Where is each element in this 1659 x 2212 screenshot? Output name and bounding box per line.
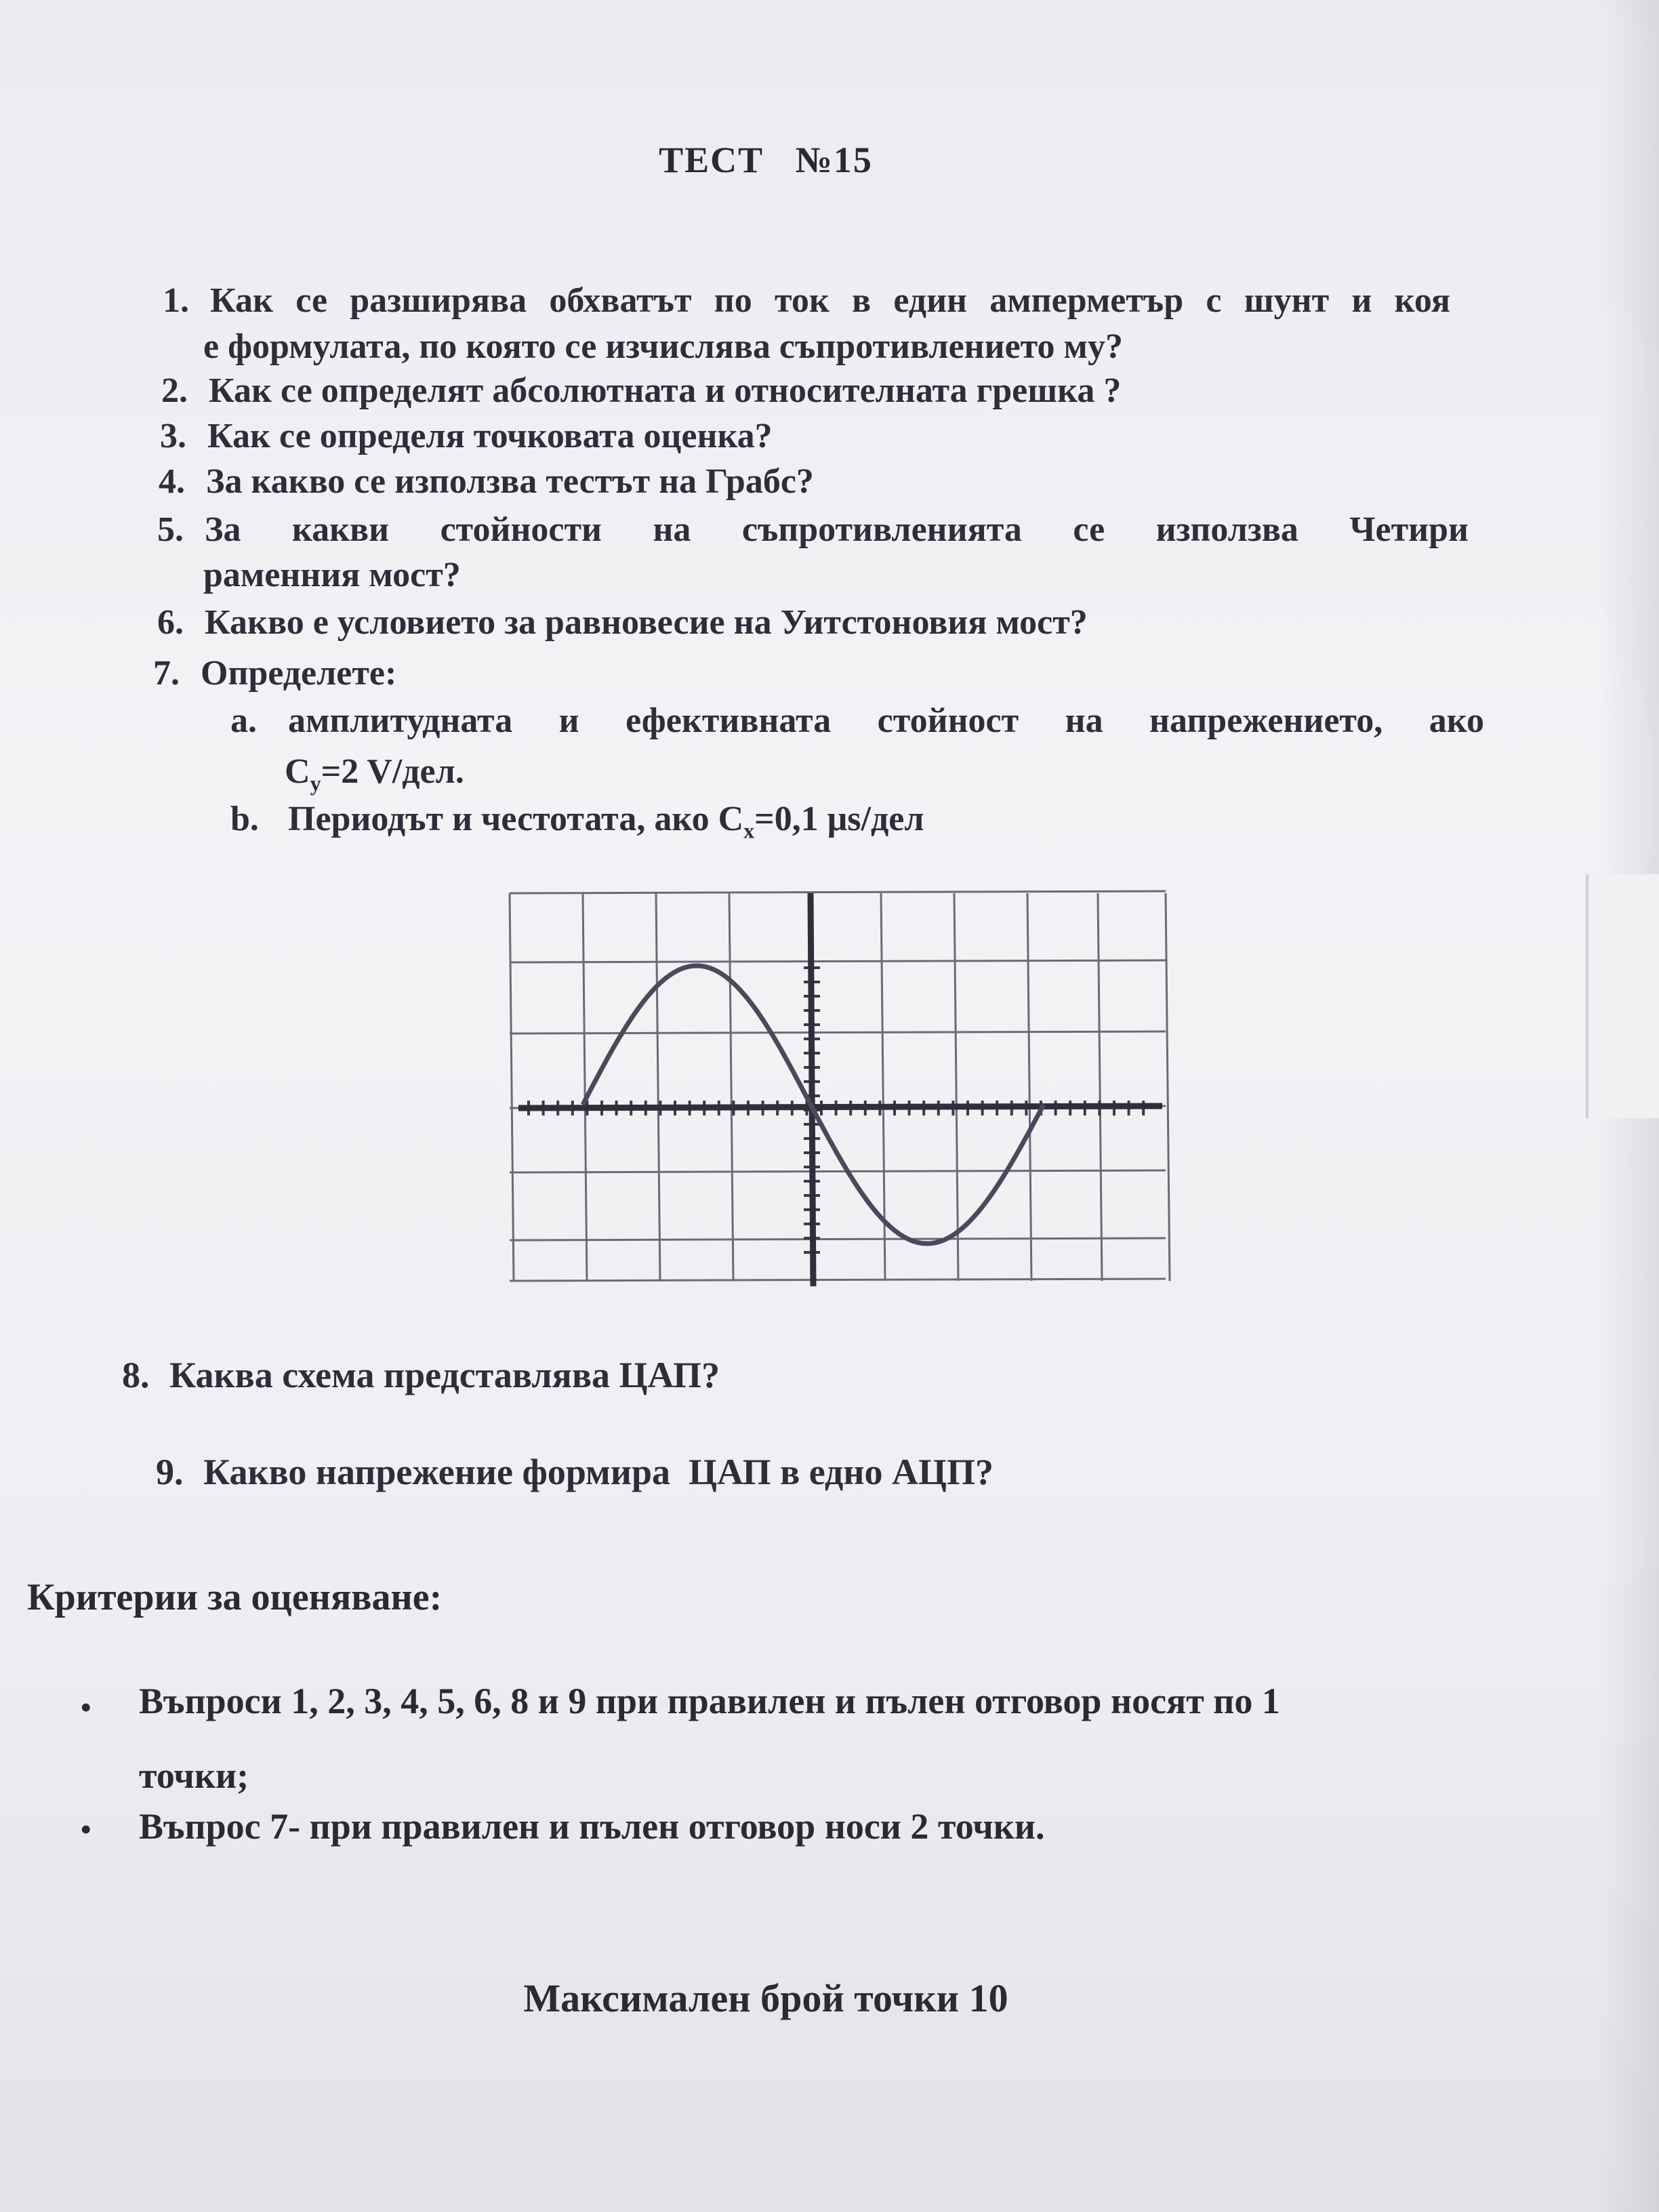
- question-4: [159, 459, 814, 505]
- question-7b: [230, 796, 924, 853]
- sub-label: a.: [230, 701, 257, 740]
- question-9: [119, 1403, 994, 1541]
- grid-line-vertical: [729, 893, 733, 1281]
- grid-line-vertical: [1166, 893, 1170, 1281]
- question-text: Как се определя точковата оценка?: [207, 417, 773, 455]
- question-6: [157, 600, 1088, 646]
- criteria-title: Критерии за оценяване:: [27, 1576, 443, 1618]
- question-text: Каква схема представлява ЦАП?: [169, 1355, 720, 1395]
- grid-line-horizontal: [510, 1279, 1166, 1281]
- criteria-bullet-1-line-2: точки;: [139, 1755, 249, 1796]
- question-number: 9.: [156, 1452, 184, 1492]
- question-number: 3.: [160, 417, 186, 455]
- grid-line-horizontal: [510, 1031, 1166, 1033]
- grid-line-horizontal: [510, 1238, 1166, 1240]
- grid-line-vertical: [656, 893, 660, 1281]
- horizontal-axis: [518, 1106, 1162, 1108]
- question-5-line-1: [157, 507, 1469, 553]
- grid-line-vertical: [954, 893, 958, 1281]
- criteria-bullet-1-line-1: Въпроси 1, 2, 3, 4, 5, 6, 8 и 9 при правилен и пълен отговор носят по 1: [139, 1681, 1280, 1721]
- cx-value: =0,1 μs/дел: [754, 800, 924, 838]
- question-text: Определете:: [201, 654, 397, 693]
- question-text: Как се разширява обхватът по ток в един амперметър с шунт и коя: [210, 281, 1450, 320]
- question-text: За какви стойности на съпротивленията се използва Четири: [205, 510, 1469, 549]
- question-number: 6.: [157, 603, 184, 642]
- cy-subscript: y: [310, 771, 321, 796]
- grid-line-vertical: [583, 893, 587, 1281]
- question-number: 7.: [153, 654, 180, 693]
- sub-text: Периодът и честотата, ако C: [288, 800, 744, 838]
- sub-text: амплитудната и ефективната стойност на напрежението, ако: [288, 701, 1484, 740]
- question-3: [160, 413, 773, 459]
- grid-line-horizontal: [510, 960, 1166, 962]
- oscilloscope-grid: [510, 891, 1170, 1281]
- grid-line-vertical: [1098, 893, 1102, 1281]
- question-1-line-1: [163, 278, 1450, 324]
- question-number: 1.: [163, 281, 189, 320]
- grid-line-horizontal: [510, 1170, 1166, 1172]
- criteria-bullet-2: Въпрос 7- при правилен и пълен отговор носи 2 точки.: [139, 1806, 1045, 1847]
- question-5-line-2: раменния мост?: [203, 556, 461, 594]
- question-number: 5.: [157, 510, 184, 549]
- vertical-axis: [811, 893, 813, 1286]
- sub-label: b.: [230, 800, 259, 838]
- grid-line-vertical: [510, 893, 514, 1281]
- question-7a-line-1: [230, 698, 1484, 744]
- cx-subscript: x: [743, 818, 755, 843]
- grid-line-horizontal: [510, 891, 1166, 893]
- test-title: ТЕСТ №15: [659, 140, 873, 180]
- question-text: Как се определят абсолютната и относителната грешка ?: [209, 371, 1122, 410]
- question-text: Какво е условието за равновесие на Уитстоновия мост?: [205, 603, 1088, 642]
- question-7: [153, 651, 396, 697]
- bullet-dot: •: [80, 1688, 92, 1726]
- question-text: За какво се използва тестът на Грабс?: [206, 462, 814, 501]
- cy-value: =2 V/дел.: [321, 752, 464, 791]
- question-text: Какво напрежение формира ЦАП в едно АЦП?: [203, 1452, 994, 1492]
- question-number: 8.: [122, 1355, 150, 1395]
- question-number: 2.: [161, 371, 188, 410]
- oscilloscope-diagram: [501, 888, 1172, 1288]
- grid-line-vertical: [1027, 893, 1031, 1281]
- max-points: Максимален брой точки 10: [523, 1976, 1008, 2020]
- underlying-sheet-edge: [1586, 874, 1659, 1118]
- question-8: [122, 1352, 720, 1398]
- question-2: [161, 368, 1121, 414]
- question-number: 4.: [159, 462, 185, 501]
- cy-symbol: C: [285, 752, 310, 791]
- bullet-dot: •: [80, 1810, 92, 1848]
- question-1-line-2: е формулата, по която се изчислява съпротивлението му?: [203, 327, 1123, 366]
